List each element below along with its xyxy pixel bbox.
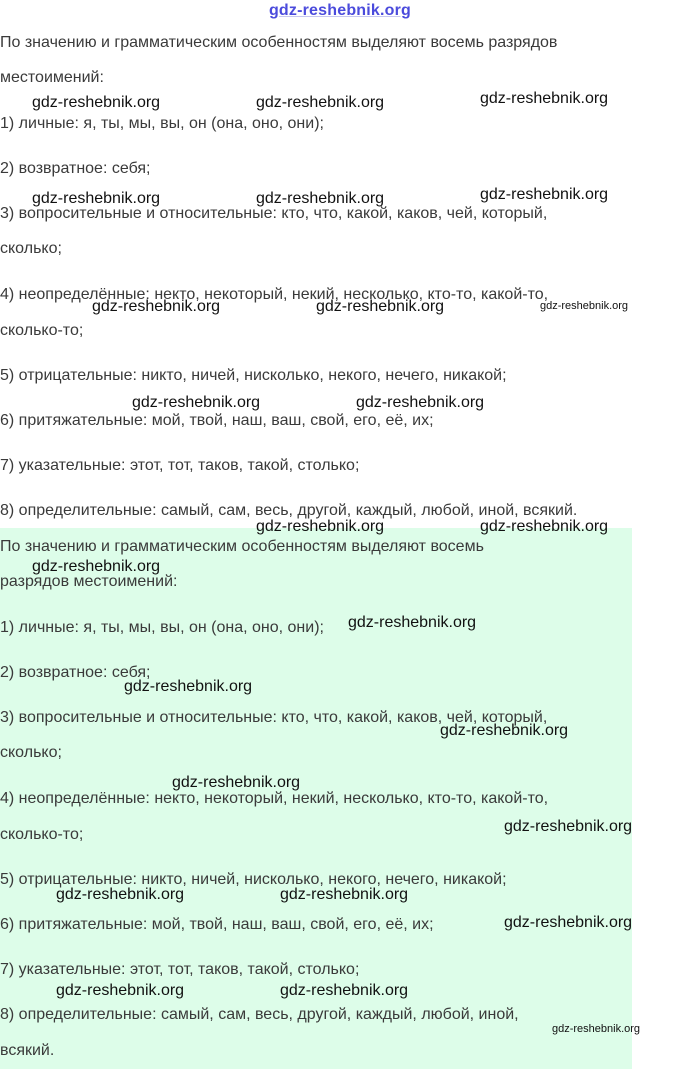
answer-copy-item-1: 1) личные: я, ты, мы, вы, он (она, оно, они); <box>0 619 324 636</box>
watermark: gdz-reshebnik.org <box>504 818 633 835</box>
watermark: gdz-reshebnik.org <box>480 90 609 107</box>
watermark: gdz-reshebnik.org <box>348 614 477 631</box>
answer-copy-intro-line-2: разрядов местоимений: <box>0 573 178 590</box>
watermark: gdz-reshebnik.org <box>280 886 409 903</box>
watermark: gdz-reshebnik.org <box>540 300 629 312</box>
watermark: gdz-reshebnik.org <box>56 982 185 999</box>
answer-intro-line-1: По значению и грамматическим особенностям выделяют восемь разрядов <box>0 34 558 51</box>
answer-copy-item-2: 2) возвратное: себя; <box>0 664 151 681</box>
answer-item-8: 8) определительные: самый, сам, весь, другой, каждый, любой, иной, всякий. <box>0 502 578 519</box>
watermark: gdz-reshebnik.org <box>32 558 161 575</box>
watermark: gdz-reshebnik.org <box>132 394 261 411</box>
answer-copy-item-3-line-2: сколько; <box>0 744 62 761</box>
watermark: gdz-reshebnik.org <box>256 94 385 111</box>
answer-copy-item-4-line-2: сколько-то; <box>0 826 84 843</box>
answer-item-2: 2) возвратное: себя; <box>0 160 151 177</box>
watermark: gdz-reshebnik.org <box>32 190 161 207</box>
watermark: gdz-reshebnik.org <box>316 298 445 315</box>
watermark: gdz-reshebnik.org <box>440 722 569 739</box>
answer-copy-item-8-line-1: 8) определительные: самый, сам, весь, другой, каждый, любой, иной, <box>0 1006 519 1023</box>
watermark: gdz-reshebnik.org <box>92 298 221 315</box>
answer-copy-item-4-line-1: 4) неопределённые: некто, некоторый, некий, несколько, кто-то, какой-то, <box>0 790 549 807</box>
watermark: gdz-reshebnik.org <box>356 394 485 411</box>
watermark: gdz-reshebnik.org <box>172 774 301 791</box>
watermark: gdz-reshebnik.org <box>280 982 409 999</box>
watermark: gdz-reshebnik.org <box>32 94 161 111</box>
answer-item-7: 7) указательные: этот, тот, таков, такой, столько; <box>0 457 360 474</box>
answer-item-6: 6) притяжательные: мой, твой, наш, ваш, свой, его, её, их; <box>0 412 434 429</box>
watermark: gdz-reshebnik.org <box>124 678 253 695</box>
answer-copy-item-6: 6) притяжательные: мой, твой, наш, ваш, свой, его, её, их; <box>0 916 434 933</box>
watermark: gdz-reshebnik.org <box>256 518 385 535</box>
answer-item-3-line-1: 3) вопросительные и относительные: кто, что, какой, каков, чей, который, <box>0 205 548 222</box>
answer-copy-item-8-line-2: всякий. <box>0 1042 55 1059</box>
answer-item-1: 1) личные: я, ты, мы, вы, он (она, оно, они); <box>0 115 324 132</box>
answer-copy-item-3-line-1: 3) вопросительные и относительные: кто, что, какой, каков, чей, который, <box>0 709 548 726</box>
answer-item-5: 5) отрицательные: никто, ничей, нисколько, некого, нечего, никакой; <box>0 367 507 384</box>
site-title-link[interactable]: gdz-reshebnik.org <box>268 2 412 19</box>
answer-item-4-line-1: 4) неопределённые: некто, некоторый, некий, несколько, кто-то, какой-то, <box>0 286 549 303</box>
watermark: gdz-reshebnik.org <box>504 914 633 931</box>
watermark: gdz-reshebnik.org <box>480 186 609 203</box>
answer-intro-line-2: местоимений: <box>0 69 104 86</box>
answer-item-4-line-2: сколько-то; <box>0 322 84 339</box>
answer-copy-item-5: 5) отрицательные: никто, ничей, нисколько, некого, нечего, никакой; <box>0 871 507 888</box>
answer-copy-intro-line-1: По значению и грамматическим особенностям выделяют восемь <box>0 538 484 555</box>
watermark: gdz-reshebnik.org <box>256 190 385 207</box>
watermark: gdz-reshebnik.org <box>552 1023 641 1035</box>
watermark: gdz-reshebnik.org <box>480 518 609 535</box>
answer-copy-item-7: 7) указательные: этот, тот, таков, такой, столько; <box>0 961 360 978</box>
answer-item-3-line-2: сколько; <box>0 240 62 257</box>
watermark: gdz-reshebnik.org <box>56 886 185 903</box>
